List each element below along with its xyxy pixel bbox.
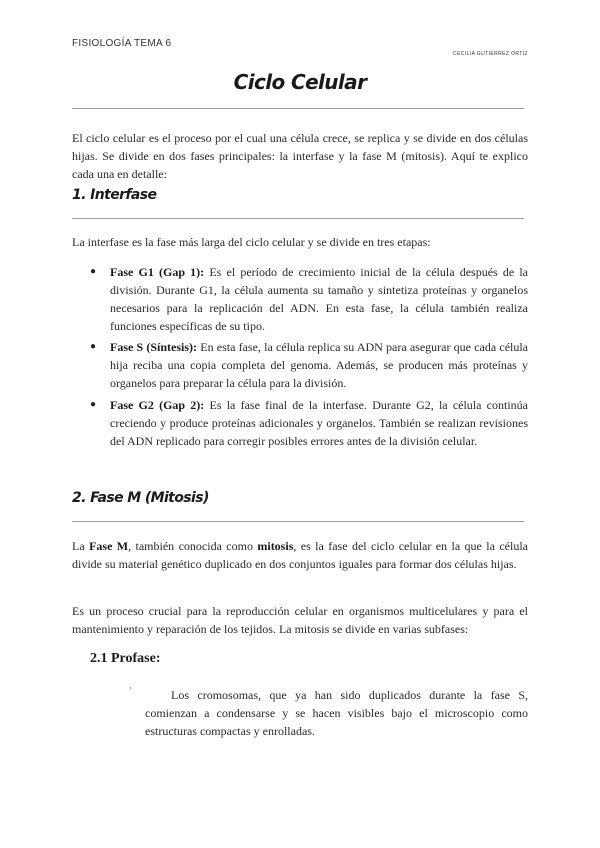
p1-term-mitosis: mitosis: [257, 539, 294, 553]
bullet-icon: ·: [129, 683, 132, 693]
title-divider: [72, 108, 524, 109]
section2-divider: [72, 521, 524, 522]
list-item: [110, 263, 528, 335]
header-subject: FISIOLOGÍA TEMA 6: [72, 38, 172, 49]
list-item-text: En esta fase, la célula replica su ADN para asegurar que cada célula hija reciba una copia completa del genoma. Además, se producen más proteínas y organelos para preparar la célula para la división.: [110, 340, 529, 390]
section2-heading: 2. Fase M (Mitosis): [72, 490, 209, 506]
list-item-term: Fase S (Síntesis):: [110, 340, 198, 354]
bullet-icon: ●: [90, 399, 97, 410]
section1-lead: La interfase es la fase más larga del ciclo celular y se divide en tres etapas:: [72, 235, 431, 249]
p1-text-a: La: [72, 539, 90, 553]
list-item: [110, 396, 528, 450]
profase-text: Los cromosomas, que ya han sido duplicados durante la fase S, comienzan a condensarse y se hacen visibles bajo el microscopio como estructuras compactas y enrolladas.: [145, 688, 528, 738]
section2-paragraph-2: Es un proceso crucial para la reproducción celular en organismos multicelulares y para el mantenimiento y reparación de los tejidos. La mitosis se divide en varias subfases:: [72, 604, 528, 636]
p1-text-c: , es la fase del ciclo celular en la que la célula divide su material genético duplicado en dos conjuntos iguales para formar dos células hijas.: [72, 539, 528, 571]
list-item-text: Es la fase final de la interfase. Durante G2, la célula continúa creciendo y produce proteínas adicionales y organelos. También se realizan revisiones del ADN replicado para corregir posibles errores antes de la división celular.: [110, 398, 528, 448]
header-author: CECILIA GUTIÉRREZ ORTIZ: [453, 51, 528, 57]
list-item-term: Fase G1 (Gap 1):: [110, 265, 205, 279]
section1-divider: [72, 218, 524, 219]
section2-paragraph-1: [72, 537, 528, 573]
bullet-icon: ●: [90, 266, 97, 277]
bullet-icon: ●: [90, 341, 97, 352]
list-item-term: Fase G2 (Gap 2):: [110, 398, 205, 412]
document-title: Ciclo Celular: [233, 70, 367, 94]
p1-term-fase-m: Fase M: [89, 539, 129, 553]
subsection-bullet-text: [145, 686, 528, 740]
list-item: [110, 338, 528, 392]
intro-paragraph: El ciclo celular es el proceso por el cual una célula crece, se replica y se divide en dos células hijas. Se divide en dos fases principales: la interfase y la fase M (mitosis). Aquí te explico cada una en detalle:: [72, 131, 528, 181]
p1-text-b: , también conocida como: [128, 539, 258, 553]
subsection-heading: 2.1 Profase:: [90, 651, 161, 666]
section1-heading: 1. Interfase: [72, 187, 157, 203]
list-item-text: Es el período de crecimiento inicial de la célula después de la división. Durante G1, la célula aumenta su tamaño y sintetiza proteínas y organelos necesarios para la replicación del ADN. En esta fase, la célula también realiza funciones específicas de su tipo.: [110, 265, 529, 333]
